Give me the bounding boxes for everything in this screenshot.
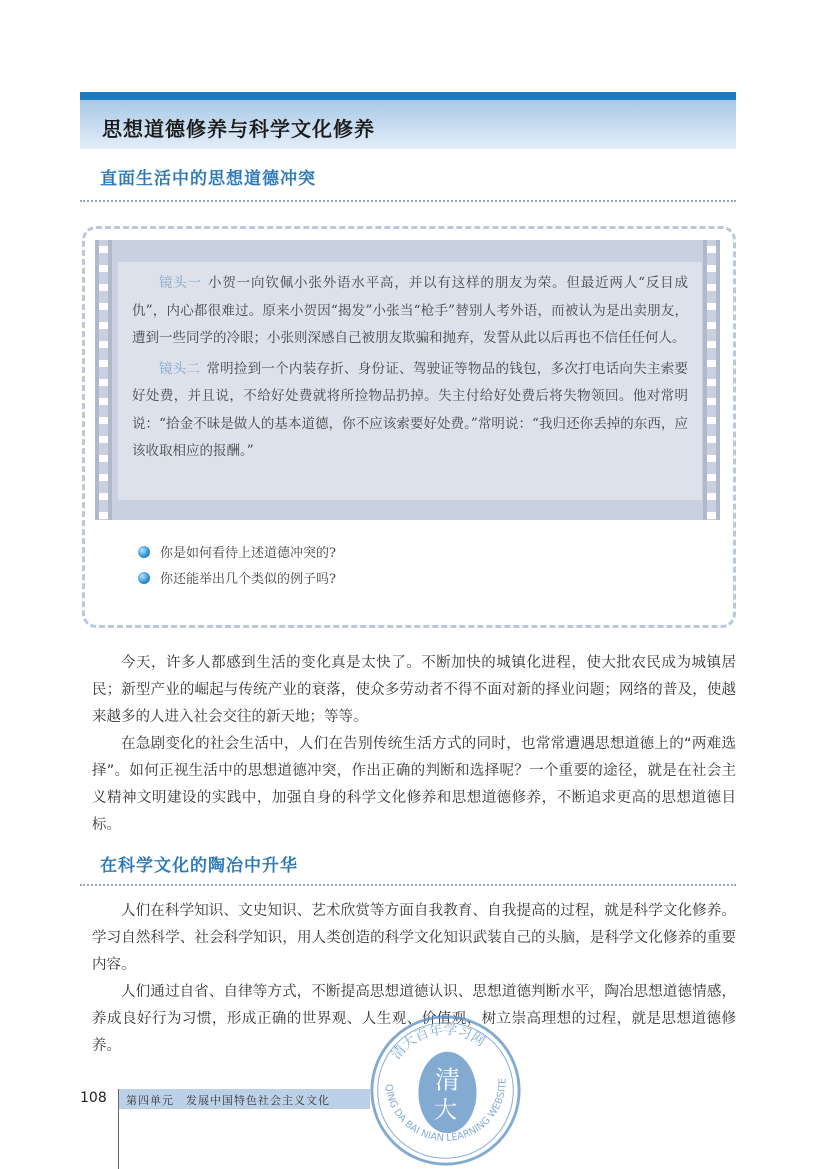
paragraph: 今天，许多人都感到生活的变化真是太快了。不断加快的城镇化进程，使大批农民成为城镇居民；新型产业的崛起与传统产业的衰落，使众多劳动者不得不面对新的择业问题；网络的普及，使越来越多的人进入社会交往的新天地；等等。	[92, 655, 736, 725]
svg-text:大: 大	[433, 1096, 458, 1124]
chapter-title: 思想道德修养与科学文化修养	[102, 117, 375, 141]
paragraph: 人们通过自省、自律等方式，不断提高思想道德认识、思想道德判断水平，陶冶思想道德情感，养成良好行为习惯，形成正确的世界观、人生观、价值观，树立崇高理想的过程，就是思想道德修养。	[92, 984, 736, 1054]
dotted-divider	[80, 884, 736, 886]
paragraph: 在急剧变化的社会生活中，人们在告别传统生活方式的同时，也常常遭遇思想道德上的“两难选择”。如何正视生活中的思想道德冲突，作出正确的判断和选择呢？一个重要的途径，就是在社会主义精神文明建设的实践中，加强自身的科学文化修养和思想道德修养，不断追求更高的思想道德目标。	[92, 736, 736, 833]
svg-text:QING DA BAI NIAN LEARNING WEBS: QING DA BAI NIAN LEARNING WEBSITE	[382, 1077, 509, 1144]
question-item	[138, 568, 336, 587]
question-text: 你还能举出几个类似的例子吗?	[160, 572, 336, 587]
case-2	[132, 356, 688, 466]
film-sprocket-right	[703, 240, 720, 520]
svg-text:清: 清	[434, 1065, 461, 1095]
film-strip-panel	[95, 240, 720, 520]
bullet-ball-icon	[138, 546, 150, 558]
case-content	[118, 262, 702, 500]
page-number: 108	[80, 1090, 107, 1106]
case-1	[132, 270, 688, 353]
paragraph: 人们在科学知识、文史知识、艺术欣赏等方面自我教育、自我提高的过程，就是科学文化修养。学习自然科学、社会科学知识，用人类创造的科学文化知识武装自己的头脑，是科学文化修养的重要内容。	[92, 903, 736, 973]
question-item	[138, 542, 336, 561]
dotted-divider	[80, 200, 736, 202]
bullet-ball-icon	[138, 572, 150, 584]
film-sprocket-left	[95, 240, 112, 520]
question-text: 你是如何看待上述道德冲突的?	[160, 546, 336, 561]
chapter-header-band	[80, 92, 736, 149]
footer-rule	[118, 1089, 119, 1169]
section-heading: 直面生活中的思想道德冲突	[100, 169, 316, 189]
case-label: 镜头二	[159, 360, 201, 377]
case-label: 镜头一	[159, 275, 203, 291]
case-text: 常明捡到一个内装存折、身份证、驾驶证等物品的钱包，多次打电话向失主索要好处费，并且说，不给好处费就将所捡物品扔掉。失主付给好处费后将失物领回。他对常明说：“拾金不昧是做人的基本道德，你不应该索要好处费。”常明说：“我归还你丢掉的东西，应该收取相应的报酬。”	[132, 360, 689, 459]
svg-text:清大百年学习网: 清大百年学习网	[388, 1021, 488, 1063]
watermark-stamp-icon	[368, 1013, 523, 1168]
case-text: 小贺一向钦佩小张外语水平高，并以有这样的朋友为荣。但最近两人“反目成仇”，内心都很难过。原来小贺因“揭发”小张当“枪手”替别人考外语，而被认为是出卖朋友，遭到一些同学的冷眼；小张则深感自己被朋友欺骗和抛弃，发誓从此以后再也不信任任何人。	[132, 275, 689, 346]
unit-footer: 第四单元 发展中国特色社会主义文化	[118, 1089, 370, 1109]
section1-body	[92, 650, 736, 839]
section-heading: 在科学文化的陶冶中升华	[100, 856, 298, 876]
